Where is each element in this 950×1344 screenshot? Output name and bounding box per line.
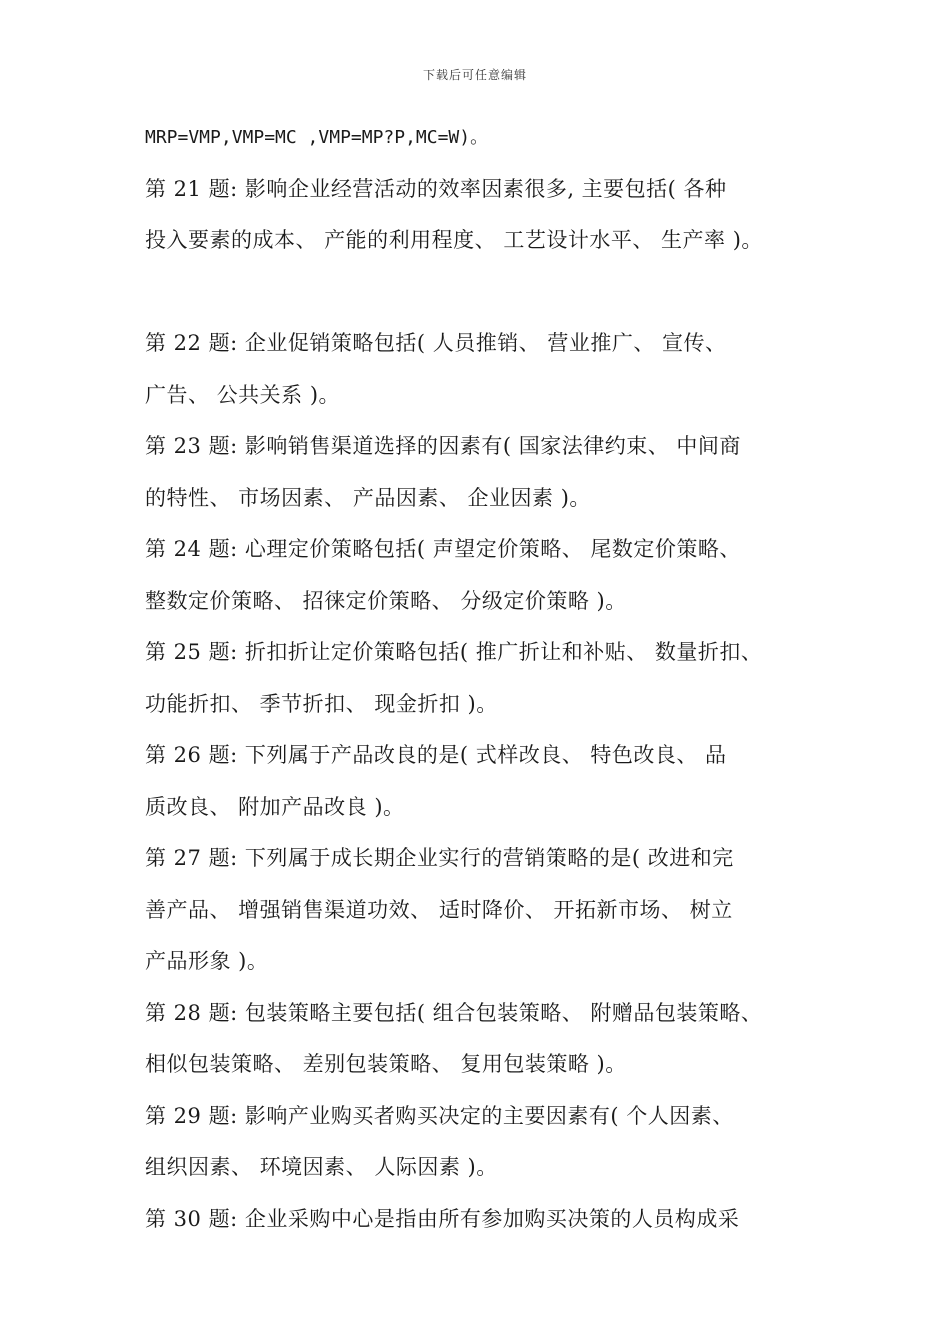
question-26: 第 26 题: 下列属于产品改良的是( 式样改良、 特色改良、 品 <box>145 743 727 767</box>
blank-line <box>145 267 825 319</box>
text-line: 组织因素、 环境因素、 人际因素 )。 <box>145 1155 498 1179</box>
text-line: 质改良、 附加产品改良 )。 <box>145 794 405 819</box>
page-header: 下载后可任意编辑 <box>422 68 527 82</box>
question-24: 第 24 题: 心理定价策略包括( 声望定价策略、 尾数定价策略、 <box>145 537 741 561</box>
question-25: 第 25 题: 折扣折让定价策略包括( 推广折让和补贴、 数量折扣、 <box>145 640 763 664</box>
question-22: 第 22 题: 企业促销策略包括( 人员推销、 营业推广、 宣传、 <box>145 331 727 355</box>
question-21: 第 21 题: 影响企业经营活动的效率因素很多, 主要包括( 各种 <box>145 176 727 201</box>
question-28: 第 28 题: 包装策略主要包括( 组合包装策略、 附赠品包装策略、 <box>145 1000 763 1025</box>
question-27: 第 27 题: 下列属于成长期企业实行的营销策略的是( 改进和完 <box>145 846 734 870</box>
text-line: 广告、 公共关系 )。 <box>145 382 341 407</box>
text-line: MRP=VMP,VMP=MC ,VMP=MP?P,MC=W)。 <box>145 127 489 148</box>
question-23: 第 23 题: 影响销售渠道选择的因素有( 国家法律约束、 中间商 <box>145 434 741 458</box>
text-line: 整数定价策略、 招徕定价策略、 分级定价策略 )。 <box>145 588 627 613</box>
question-29: 第 29 题: 影响产业购买者购买决定的主要因素有( 个人因素、 <box>145 1103 734 1128</box>
text-line: 产品形象 )。 <box>145 949 269 973</box>
text-line: 投入要素的成本、 产能的利用程度、 工艺设计水平、 生产率 )。 <box>145 228 763 252</box>
document-body <box>145 112 825 1245</box>
text-line: 的特性、 市场因素、 产品因素、 企业因素 )。 <box>145 485 591 510</box>
text-line: 善产品、 增强销售渠道功效、 适时降价、 开拓新市场、 树立 <box>145 897 733 922</box>
question-30: 第 30 题: 企业采购中心是指由所有参加购买决策的人员构成采 <box>145 1206 740 1231</box>
text-line: 功能折扣、 季节折扣、 现金折扣 )。 <box>145 691 498 716</box>
text-line: 相似包装策略、 差别包装策略、 复用包装策略 )。 <box>145 1052 627 1076</box>
